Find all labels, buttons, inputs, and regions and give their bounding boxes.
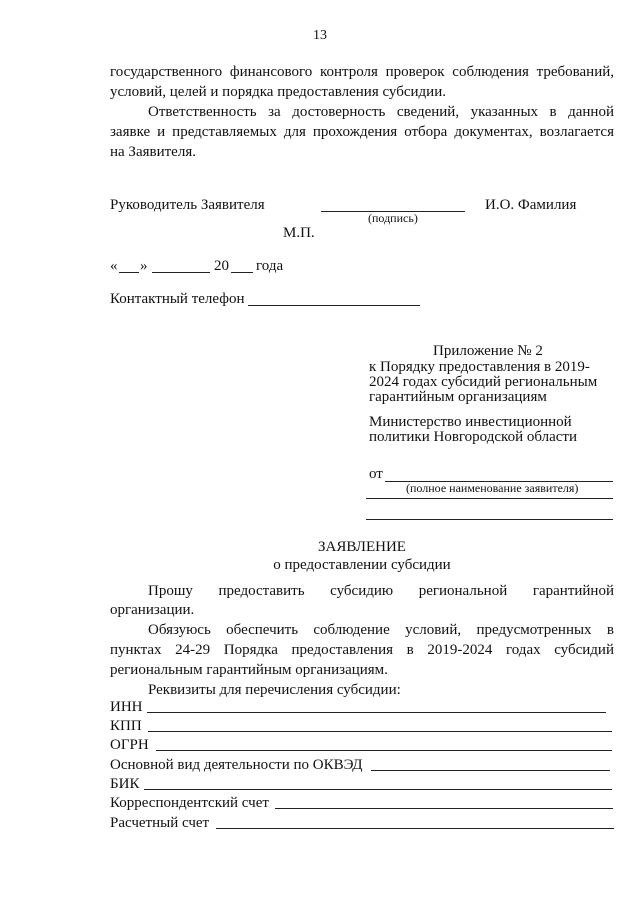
seal-label: М.П. — [283, 225, 315, 241]
request-word-4: региональной — [418, 583, 508, 599]
addressee-line-2: политики Новгородской области — [369, 429, 577, 445]
date-year-line — [231, 272, 253, 273]
okved-label: Основной вид деятельности по ОКВЭД — [110, 757, 363, 773]
kpp-label: КПП — [110, 718, 142, 734]
from-line-2 — [366, 498, 613, 499]
appendix-title: Приложение № 2 — [433, 343, 543, 359]
date-open-quote: « — [110, 258, 118, 274]
from-line-3 — [366, 519, 613, 520]
date-year-prefix: 20 — [214, 258, 229, 274]
inn-label: ИНН — [110, 699, 143, 715]
contact-phone-line — [248, 305, 420, 306]
request-word-2: предоставить — [218, 583, 305, 599]
statement-subtitle: о предоставлении субсидии — [273, 557, 451, 573]
obligation-line-3: региональным гарантийным организациям. — [110, 662, 388, 678]
responsibility-line-3: на Заявителя. — [110, 144, 196, 160]
corr-account-line — [275, 808, 613, 809]
bik-line — [144, 789, 612, 790]
contact-phone-label: Контактный телефон — [110, 291, 245, 307]
responsibility-line-1: Ответственность за достоверность сведений, указанных в данной — [148, 104, 614, 120]
request-word-3: субсидию — [330, 583, 394, 599]
signature-caption: (подпись) — [368, 211, 418, 225]
request-line-2: организации. — [110, 602, 195, 618]
obligation-line-1: Обязуюсь обеспечить соблюдение условий, предусмотренных в — [148, 622, 614, 638]
request-line-1 — [148, 581, 614, 601]
request-word-1: Прошу — [148, 583, 193, 599]
kpp-line — [148, 731, 612, 732]
addressee-line-1: Министерство инвестиционной — [369, 414, 572, 430]
head-of-applicant-label: Руководитель Заявителя — [110, 197, 265, 213]
bik-label: БИК — [110, 776, 140, 792]
inn-line — [147, 712, 606, 713]
requisites-heading: Реквизиты для перечисления субсидии: — [148, 682, 401, 698]
statement-title: ЗАЯВЛЕНИЕ — [318, 539, 406, 555]
date-close-quote: » — [140, 258, 148, 274]
page-number: 13 — [313, 28, 327, 43]
continuation-line-2: условий, целей и порядка предоставления субсидии. — [110, 84, 446, 100]
ogrn-line — [156, 750, 612, 751]
ogrn-label: ОГРН — [110, 737, 149, 753]
responsibility-line-2: заявке и представляемых для прохождения отбора документах, возлагается — [110, 124, 614, 140]
request-word-5: гарантийной — [532, 583, 614, 599]
corr-account-label: Корреспондентский счет — [110, 795, 269, 811]
obligation-line-2: пунктах 24-29 Порядка предоставления в 2019-2024 годах субсидий — [110, 642, 614, 658]
settlement-account-line — [216, 828, 614, 829]
signer-name: И.О. Фамилия — [485, 197, 577, 213]
from-label: от — [369, 466, 383, 482]
continuation-line-1: государственного финансового контроля проверок соблюдения требований, — [110, 64, 614, 80]
appendix-line-2: 2024 годах субсидий региональным — [369, 374, 598, 390]
appendix-line-1: к Порядку предоставления в 2019- — [369, 359, 590, 375]
okved-line — [371, 770, 610, 771]
date-month-line — [152, 272, 210, 273]
from-caption: (полное наименование заявителя) — [406, 481, 579, 495]
date-year-suffix: года — [256, 258, 284, 274]
date-day-line — [119, 272, 139, 273]
appendix-line-3: гарантийным организациям — [369, 389, 547, 405]
settlement-account-label: Расчетный счет — [110, 815, 210, 831]
